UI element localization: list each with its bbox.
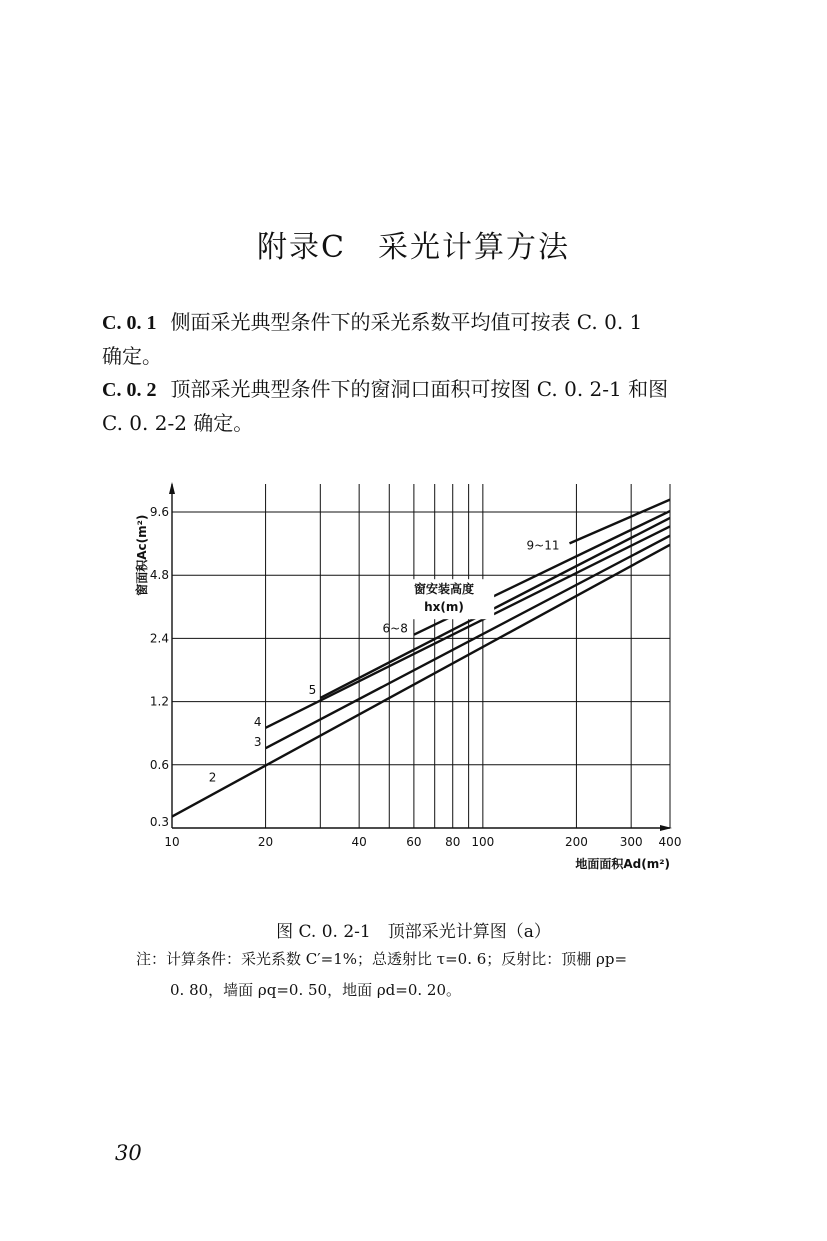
y-tick-label: 4.8 (149, 568, 169, 583)
figure-note (136, 944, 696, 1006)
y-axis-arrow (169, 482, 175, 494)
series-line-5 (320, 518, 670, 698)
figure-caption: 图 C. 0. 2-1 顶部采光计算图（a） (276, 922, 551, 942)
note-line: 0. 80，墙面 ρq=0. 50，地面 ρd=0. 20。 (170, 981, 462, 999)
y-tick-label: 0.3 (149, 815, 169, 829)
y-tick-label: 1.2 (149, 694, 169, 709)
series-label-9~11: 9~11 (526, 538, 560, 553)
x-tick-label: 40 (351, 835, 367, 849)
x-tick-label: 20 (257, 835, 274, 849)
x-tick-label: 200 (564, 835, 588, 849)
appendix-title: 附录C 采光计算方法 (257, 230, 570, 265)
x-tick-label: 300 (619, 835, 643, 849)
y-tick-label: 9.6 (149, 505, 169, 519)
clause-number: C. 0. 1 (102, 312, 157, 334)
clause-text: 侧面采光典型条件下的采光系数平均值可按表 C. 0. 1 (170, 310, 643, 334)
legend-title: 窗安装高度 (414, 582, 475, 597)
series-label-3: 3 (253, 735, 262, 750)
clause-text-continued: C. 0. 2-2 确定。 (102, 411, 254, 435)
clause-number: C. 0. 2 (102, 379, 157, 401)
note-line: 注：计算条件：采光系数 C′=1%；总透射比 τ=0. 6；反射比：顶棚 ρp= (136, 950, 628, 968)
clause-text: 顶部采光典型条件下的窗洞口面积可按图 C. 0. 2-1 和图 (170, 377, 669, 401)
clause-text-continued: 确定。 (102, 344, 162, 368)
skylight-calculation-chart (0, 470, 827, 890)
legend-unit: hx(m) (424, 600, 464, 615)
series-line-3 (266, 536, 670, 749)
y-tick-label: 2.4 (149, 631, 169, 646)
series-label-2: 2 (208, 770, 217, 785)
clause-c01 (102, 306, 722, 373)
series-line-4 (266, 526, 670, 727)
series-label-5: 5 (308, 682, 317, 697)
page-number: 30 (115, 1141, 142, 1165)
y-tick-label: 0.6 (149, 757, 169, 772)
x-tick-label: 400 (658, 835, 682, 849)
x-axis-label: 地面面积Ad(m²) (575, 857, 670, 871)
clause-c02 (102, 373, 722, 440)
x-tick-label: 60 (406, 835, 422, 849)
x-tick-label: 80 (445, 835, 461, 849)
x-tick-label: 10 (164, 835, 180, 849)
y-axis-label: 窗面积Ac(m²) (135, 514, 149, 596)
series-label-6~8: 6~8 (382, 621, 408, 636)
x-tick-label: 100 (471, 835, 495, 849)
series-line-9~11 (570, 500, 671, 544)
series-label-4: 4 (253, 714, 262, 729)
